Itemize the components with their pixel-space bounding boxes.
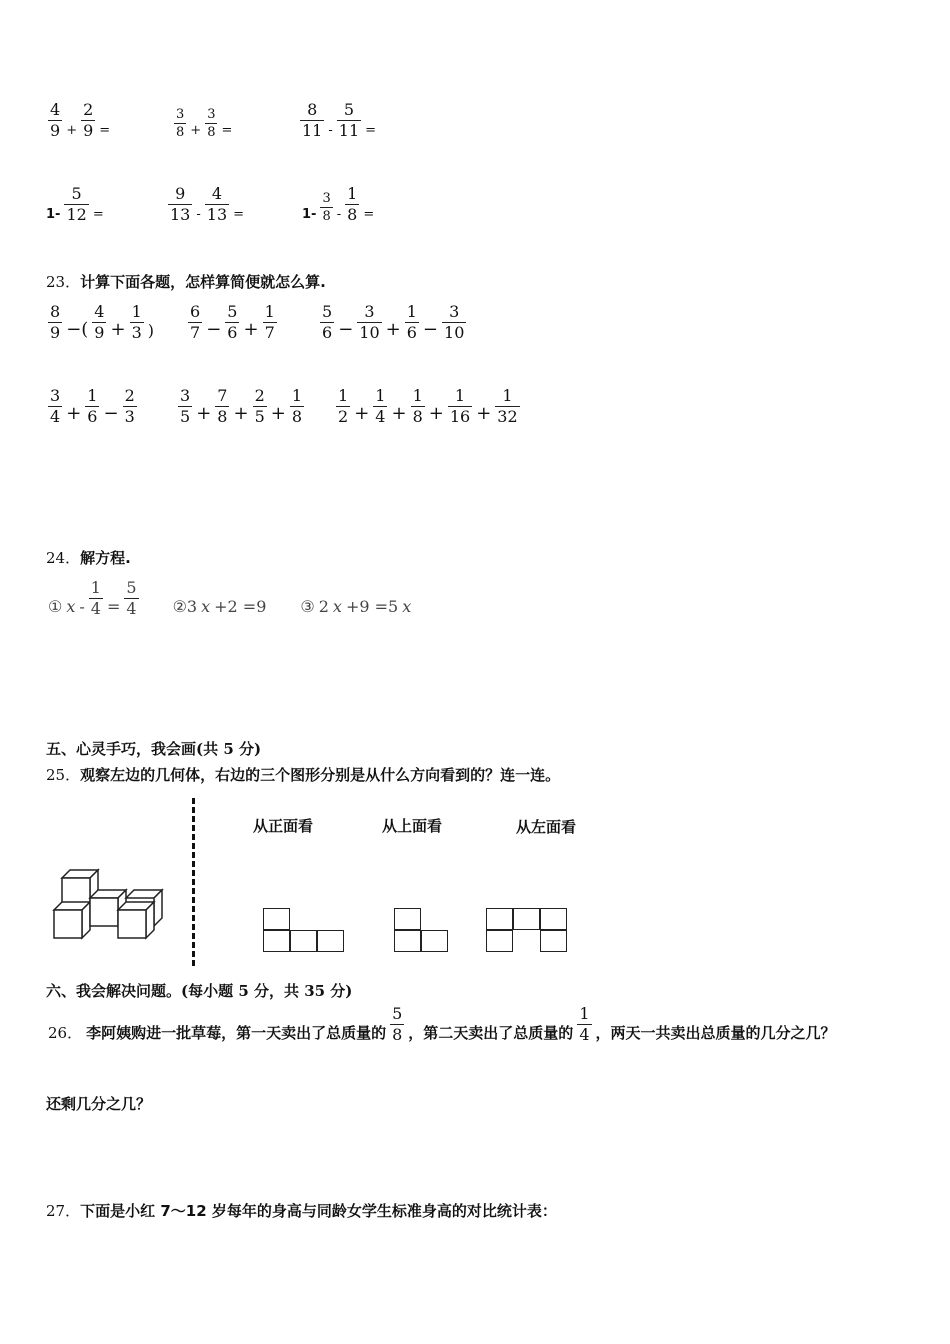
expr-r2-1: 1- $\frac{5}{12}$ = <box>46 184 104 224</box>
q23-heading: 23．计算下面各题，怎样算简便就怎么算. <box>46 273 326 291</box>
view-label-left: 从左面看 <box>516 818 577 836</box>
q25-heading: 25．观察左边的几何体，右边的三个图形分别是从什么方向看到的？连一连。 <box>46 766 561 784</box>
q23-expr-c: $\frac{5}{6}$ − $\frac{3}{10}$ + $\frac{1}{6}$ − $\frac{3}{10}$ <box>322 302 465 342</box>
expr-r2-3: 1- $\frac{3}{8}$ - $\frac{1}{8}$ = <box>302 184 375 224</box>
cube-solid-figure <box>46 860 171 940</box>
q24-equations: ① x - $\frac{1}{4}$ = $\frac{5}{4}$ ②3 x +2 =9 ③ 2 x +9 =5 x <box>48 578 412 618</box>
grid-cell <box>394 908 421 930</box>
expr-r1-3: $\frac{8}{11}$ - $\frac{5}{11}$ = <box>302 100 377 140</box>
grid-cell <box>513 908 540 930</box>
q23-expr-f: $\frac{1}{2}$ + $\frac{1}{4}$ + $\frac{1}{8}$ + $\frac{1}{16}$ + $\frac{1}{32}$ <box>338 386 518 426</box>
section5-title: 五、心灵手巧，我会画(共 5 分) <box>46 740 262 758</box>
grid-cell <box>486 908 513 930</box>
grid-cell <box>540 930 567 952</box>
grid-cell <box>540 908 567 930</box>
dashed-divider <box>192 798 195 966</box>
grid-cell <box>421 930 448 952</box>
q24-heading: 24．解方程. <box>46 549 131 567</box>
expr-r2-2: $\frac{9}{13}$ - $\frac{4}{13}$ = <box>170 184 245 224</box>
q23-expr-b: $\frac{6}{7}$ − $\frac{5}{6}$ + $\frac{1}{7}$ <box>190 302 275 342</box>
q23-expr-d: $\frac{3}{4}$ + $\frac{1}{6}$ − $\frac{2}{3}$ <box>50 386 135 426</box>
q26-question-line2: 还剩几分之几？ <box>46 1095 152 1113</box>
grid-cell <box>290 930 317 952</box>
expr-r1-1: $\frac{4}{9}$ + $\frac{2}{9}$ = <box>50 100 111 140</box>
grid-cell <box>263 908 290 930</box>
expr-r1-2: $\frac{3}{8}$ + $\frac{3}{8}$ = <box>176 107 233 140</box>
grid-cell <box>486 930 513 952</box>
q23-expr-a: $\frac{8}{9}$ −( $\frac{4}{9}$ + $\frac{1}{3}$ ) <box>50 302 155 342</box>
q26-question: 26． 李阿姨购进一批草莓，第一天卖出了总质量的 $\frac{5}{8}$ ，第二天卖出了总质量的 $\frac{1}{4}$ ，两天一共卖出总质量的几分之几？ <box>48 1004 836 1044</box>
view-label-top: 从上面看 <box>382 817 443 835</box>
section6-title: 六、我会解决问题。(每小题 5 分，共 35 分) <box>46 982 353 1000</box>
grid-cell <box>317 930 344 952</box>
grid-cell <box>394 930 421 952</box>
grid-cell <box>263 930 290 952</box>
q27-heading: 27．下面是小红 7～12 岁每年的身高与同龄女学生标准身高的对比统计表： <box>46 1202 557 1220</box>
q23-expr-e: $\frac{3}{5}$ + $\frac{7}{8}$ + $\frac{2}{5}$ + $\frac{1}{8}$ <box>180 386 303 426</box>
view-label-front: 从正面看 <box>253 817 314 835</box>
